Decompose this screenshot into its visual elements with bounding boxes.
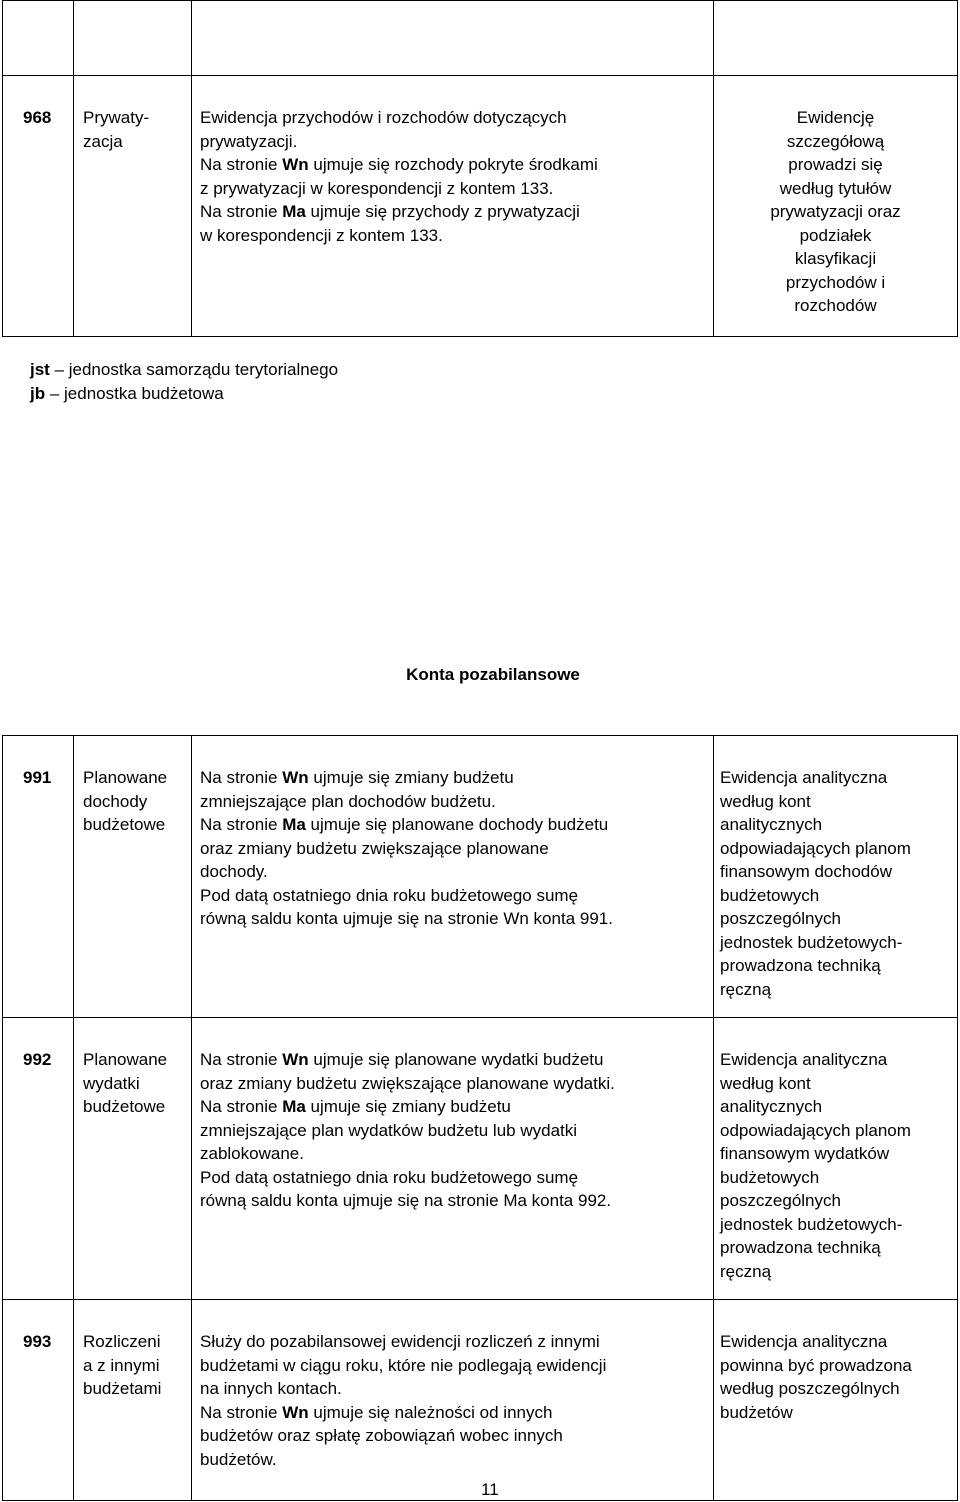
account-name-cell [74,1018,192,1300]
note-line: finansowym wydatków [720,1144,890,1163]
note-line: finansowym dochodów [720,862,892,881]
note-line: ręczną [720,979,772,999]
account-name-line: a z innymi [83,1355,160,1375]
note-line: budżetowych [720,885,820,905]
account-note-cell [714,76,958,337]
description-line: Na stronie Ma ujmuje się planowane dochody budżetu [200,815,609,834]
description-line: Na stronie Wn ujmuje się zmiany budżetu [200,768,514,787]
note-line: poszczególnych [720,1191,841,1210]
description-line: Ewidencja przychodów i rozchodów dotyczących [200,108,567,127]
note-line: budżetów [720,1402,793,1422]
description-line: zmniejszające plan dochodów budżetu. [200,791,496,811]
note-line: jednostek budżetowych- [720,932,903,952]
abbreviation-legend [30,358,338,405]
description-line: zablokowane. [200,1144,304,1163]
description-line: na innych kontach. [200,1379,342,1398]
table-row-account-968 [3,76,958,337]
account-name-line: dochody [83,791,148,811]
description-line: Na stronie Wn ujmuje się należności od innych [200,1402,553,1422]
account-description-cell [192,1018,714,1300]
account-number-cell [3,76,74,337]
description-line: budżetów. [200,1449,277,1469]
note-line: budżetowych [720,1167,820,1187]
account-name-line: Planowane [83,768,168,787]
description-line: oraz zmiany budżetu zwiększające planowane [200,838,549,858]
description-line: Na stronie Wn ujmuje się planowane wydatki budżetu [200,1050,604,1069]
table-row-account-992 [3,1018,958,1300]
account-description-cell [192,76,714,337]
account-name-line: budżetowe [83,815,166,834]
legend-item-jb: jb – jednostka budżetowa [30,383,224,403]
table-row-account-991 [3,736,958,1018]
note-line: analitycznych [720,815,823,834]
note-line: według poszczególnych [720,1379,900,1398]
note-line: analitycznych [720,1097,823,1116]
note-line: prowadzona techniką [720,956,881,975]
description-line: Na stronie Ma ujmuje się zmiany budżetu [200,1097,511,1116]
note-line: odpowiadających planom [720,838,911,858]
description-line: budżetami w ciągu roku, które nie podlegają ewidencji [200,1355,607,1375]
note-line: odpowiadających planom [720,1120,911,1140]
note-line: jednostek budżetowych- [720,1214,903,1234]
account-table-off-balance [2,735,958,1501]
account-note-cell [714,1300,958,1501]
note-line: według kont [720,1073,811,1093]
account-name-line: Planowane [83,1050,168,1069]
note-line: Ewidencję [796,108,875,127]
account-number: 968 [23,108,52,127]
account-name-cell [74,736,192,1018]
description-line: w korespondencji z kontem 133. [200,225,443,245]
note-line: ręczną [720,1261,772,1281]
page-number: 11 [481,1480,499,1499]
description-line: Na stronie Wn ujmuje się rozchody pokryte środkami [200,155,598,174]
description-line: dochody. [200,862,268,881]
note-line: przychodów i [785,272,886,292]
account-name-line: Prywaty- [83,108,150,127]
section-title: Konta pozabilansowe [406,665,580,684]
account-number-cell [3,1300,74,1501]
note-line: prowadzona techniką [720,1238,881,1257]
note-line: prowadzi się [788,155,883,174]
account-number-cell [3,736,74,1018]
account-table-top [2,0,958,337]
account-number-cell [3,1018,74,1300]
account-number: 991 [23,768,52,787]
account-name-line: Rozliczeni [83,1332,161,1351]
note-line: Ewidencja analityczna [720,1050,888,1069]
note-line: Ewidencja analityczna [720,768,888,787]
description-line: Służy do pozabilansowej ewidencji rozliczeń z innymi [200,1332,600,1351]
description-line: równą saldu konta ujmuje się na stronie Wn konta 991. [200,909,613,928]
description-line: budżetów oraz spłatę zobowiązań wobec innych [200,1426,563,1445]
legend-item-jst: jst – jednostka samorządu terytorialnego [30,360,339,379]
description-line: Pod datą ostatniego dnia roku budżetowego sumę [200,1167,579,1187]
account-name-cell [74,1300,192,1501]
account-description-cell [192,736,714,1018]
note-line: poszczególnych [720,909,841,928]
account-name-cell [74,76,192,337]
account-number: 993 [23,1332,52,1351]
table-row-account-993 [3,1300,958,1501]
empty-cell [3,1,74,76]
empty-cell [74,1,192,76]
account-name-line: budżetowe [83,1097,166,1116]
note-line: Ewidencja analityczna [720,1332,888,1351]
account-name-line: wydatki [83,1073,140,1093]
account-note-cell [714,736,958,1018]
account-name-line: zacja [83,131,123,151]
note-line: klasyfikacji [794,249,877,268]
note-line: podziałek [799,225,872,245]
account-number: 992 [23,1050,52,1069]
note-line: rozchodów [794,296,877,315]
empty-cell [714,1,958,76]
description-line: Na stronie Ma ujmuje się przychody z prywatyzacji [200,202,580,221]
description-line: oraz zmiany budżetu zwiększające planowane wydatki. [200,1073,615,1093]
description-line: równą saldu konta ujmuje się na stronie Ma konta 992. [200,1191,612,1210]
account-description-cell [192,1300,714,1501]
note-line: według tytułów [779,178,892,198]
empty-cell [192,1,714,76]
description-line: z prywatyzacji w korespondencji z kontem 133. [200,178,554,198]
table-row-empty [3,1,958,76]
note-line: powinna być prowadzona [720,1355,912,1375]
description-line: prywatyzacji. [200,131,298,151]
account-name-line: budżetami [83,1379,162,1398]
account-note-cell [714,1018,958,1300]
note-line: według kont [720,791,811,811]
note-line: prywatyzacji oraz [770,202,901,221]
description-line: zmniejszające plan wydatków budżetu lub wydatki [200,1120,578,1140]
description-line: Pod datą ostatniego dnia roku budżetowego sumę [200,885,579,905]
note-line: szczegółową [786,131,885,151]
